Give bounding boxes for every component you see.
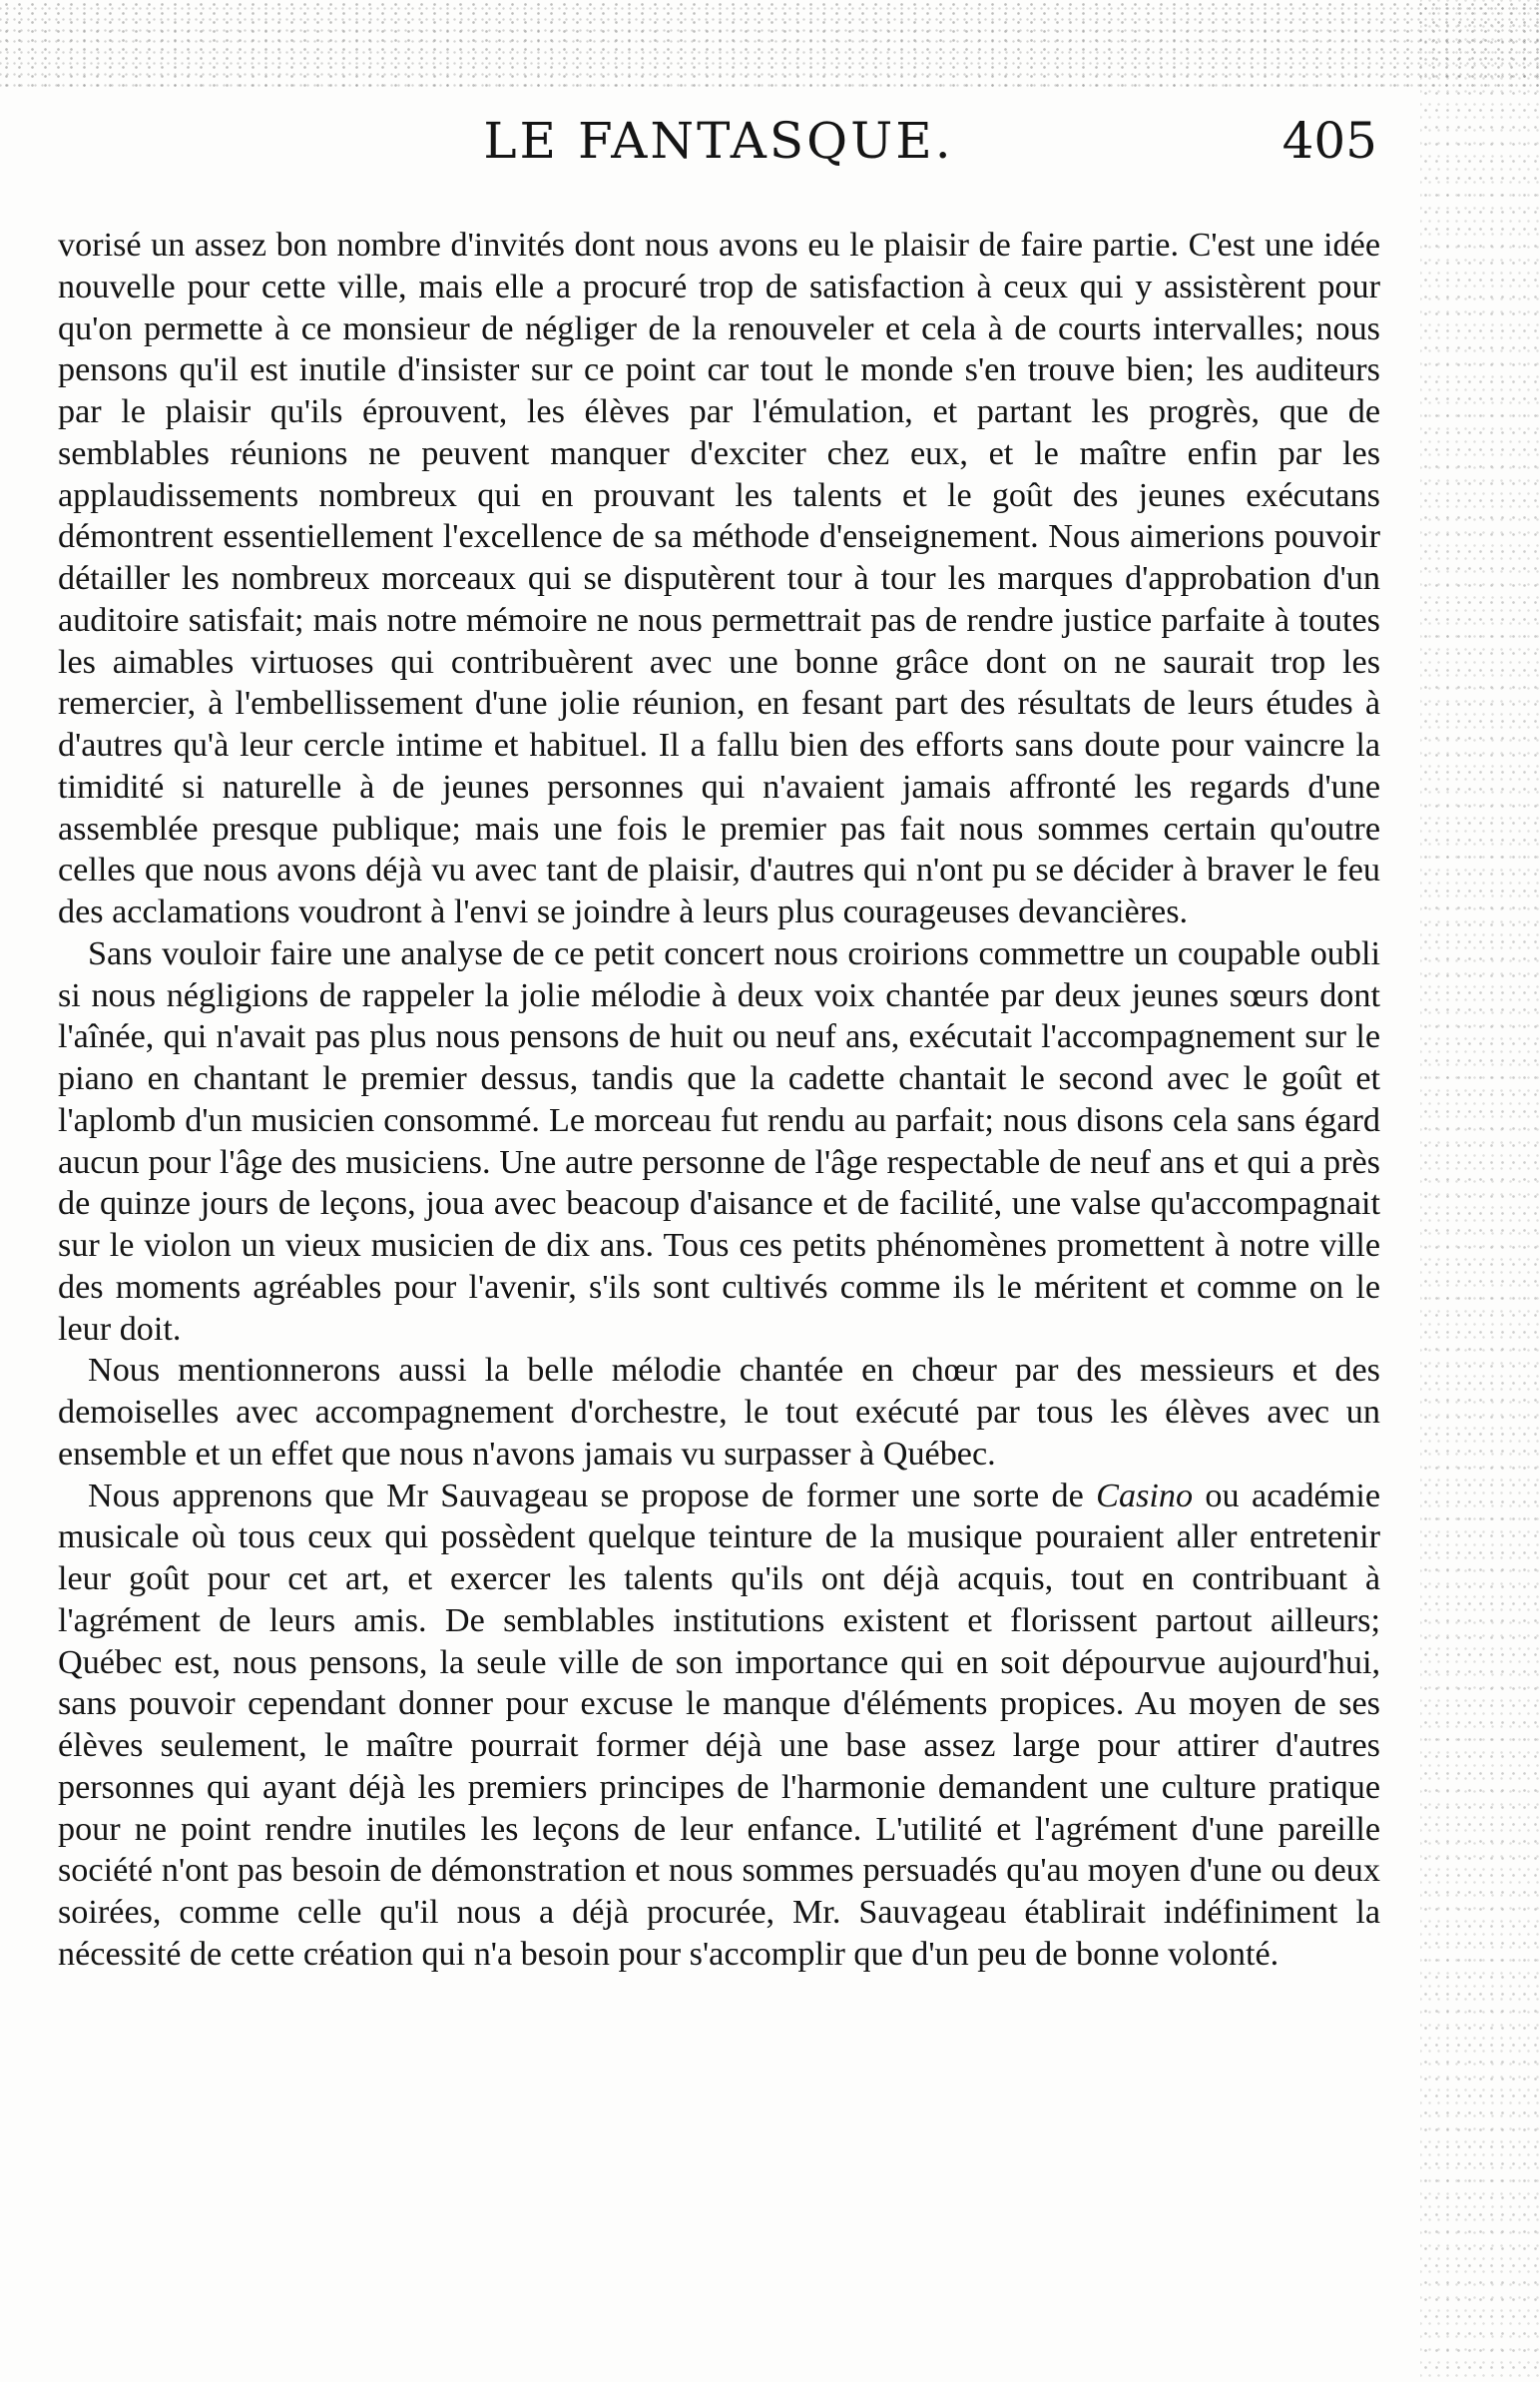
scan-speckle-top xyxy=(0,0,1540,90)
paragraph-2: Sans vouloir faire une analyse de ce petit concert nous croirions commettre un coupable oubli si nous négligions de rappeler la jolie mélodie à deux voix chantée par deux jeunes sœurs dont l'aînée, qui n'avait pas plus nous pensons de huit ou neuf ans, exécutait l'accompagnement sur le piano en chantant le premier dessus, tandis que la cadette chantait le second avec le goût et l'aplomb d'un musicien consommé. Le morceau fut rendu au parfait; nous disons cela sans égard aucun pour l'âge des musiciens. Une autre personne de l'âge respectable de neuf ans et qui a près de quinze jours de leçons, joua avec beacoup d'aisance et de facilité, une valse qu'accompagnait sur le violon un vieux musicien de dix ans. Tous ces petits phénomènes promettent à notre ville des moments agréables pour l'avenir, s'ils sont cultivés comme ils le méritent et comme on le leur doit. xyxy=(58,934,1380,1348)
article-body xyxy=(58,225,1380,1976)
casino-italic: Casino xyxy=(1096,1477,1194,1514)
paragraph-4-text-after: ou académie musicale où tous ceux qui possèdent quelque teinture de la musique pouraient aller entretenir leur goût pour cet art, et exercer les talents qu'ils ont déjà acquis, tout en contribuant à l'agrément de leurs amis. De semblables institutions existent et florissent partout ailleurs; Québec est, nous pensons, la seule ville de son importance qui en soit dépourvue aujourd'hui, sans pouvoir cependant donner pour excuse le manque d'éléments propices. Au moyen de ses élèves seulement, le maître pourrait former déjà une base assez large pour attirer d'autres personnes qui ayant déjà les premiers principes de l'harmonie demandent une culture pratique pour ne point rendre inutiles les leçons de leur enfance. L'utilité et l'agrément d'une pareille société n'ont pas besoin de démonstration et nous sommes persuadés qu'au moyen d'une ou deux soirées, comme celle qu'il nous a déjà procurée, Mr. Sauvageau établirait indéfiniment la nécessité de cette création qui n'a besoin pour s'accomplir que d'un peu de bonne volonté. xyxy=(58,1477,1380,1973)
running-title: LE FANTASQUE. xyxy=(483,112,954,170)
paragraph-4 xyxy=(58,1476,1380,1976)
paragraph-4-text-before: Nous apprenons que Mr Sauvageau se propose de former une sorte de xyxy=(88,1477,1097,1514)
paragraph-3: Nous mentionnerons aussi la belle mélodie chantée en chœur par des messieurs et des demoiselles avec accompagnement d'orchestre, le tout exécuté par tous les élèves avec un ensemble et un effet que nous n'avons jamais vu surpasser à Québec. xyxy=(58,1352,1380,1473)
paragraph-1: vorisé un assez bon nombre d'invités dont nous avons eu le plaisir de faire partie. C'est une idée nouvelle pour cette ville, mais elle a procuré trop de satisfaction à ceux qui y assistèrent pour qu'on permette à ce monsieur de négliger de la renouveler et cela à de courts intervalles; nous pensons qu'il est inutile d'insister sur ce point car tout le monde s'en trouve bien; les auditeurs par le plaisir qu'ils éprouvent, les élèves par l'émulation, et partant les progrès, que de semblables réunions ne peuvent manquer d'exciter chez eux, et le maître enfin par les applaudissements nombreux qui en prouvant les talents et le goût des jeunes exécutans démontrent essentiellement l'excellence de sa méthode d'enseignement. Nous aimerions pouvoir détailler les nombreux morceaux qui se disputèrent tour à tour les marques d'approbation d'un auditoire satisfait; mais notre mémoire ne nous permettrait pas de rendre justice parfaite à toutes les aimables virtuoses qui contribuèrent avec une bonne grâce dont on ne saurait trop les remercier, à l'embellissement d'une jolie réunion, en fesant part des résultats de leurs études à d'autres qu'à leur cercle intime et habituel. Il a fallu bien des efforts sans doute pour vaincre la timidité si naturelle à de jeunes personnes qui n'avaient jamais affronté les regards d'une assemblée presque publique; mais une fois le premier pas fait nous sommes certain qu'outre celles que nous avons déjà vu avec tant de plaisir, d'autres qui n'ont pu se décider à braver le feu des acclamations voudront à l'envi se joindre à leurs plus courageuses devancières. xyxy=(58,227,1380,930)
page-header xyxy=(60,112,1377,172)
scan-speckle-right xyxy=(1420,0,1540,2382)
page-number: 405 xyxy=(1282,112,1377,170)
